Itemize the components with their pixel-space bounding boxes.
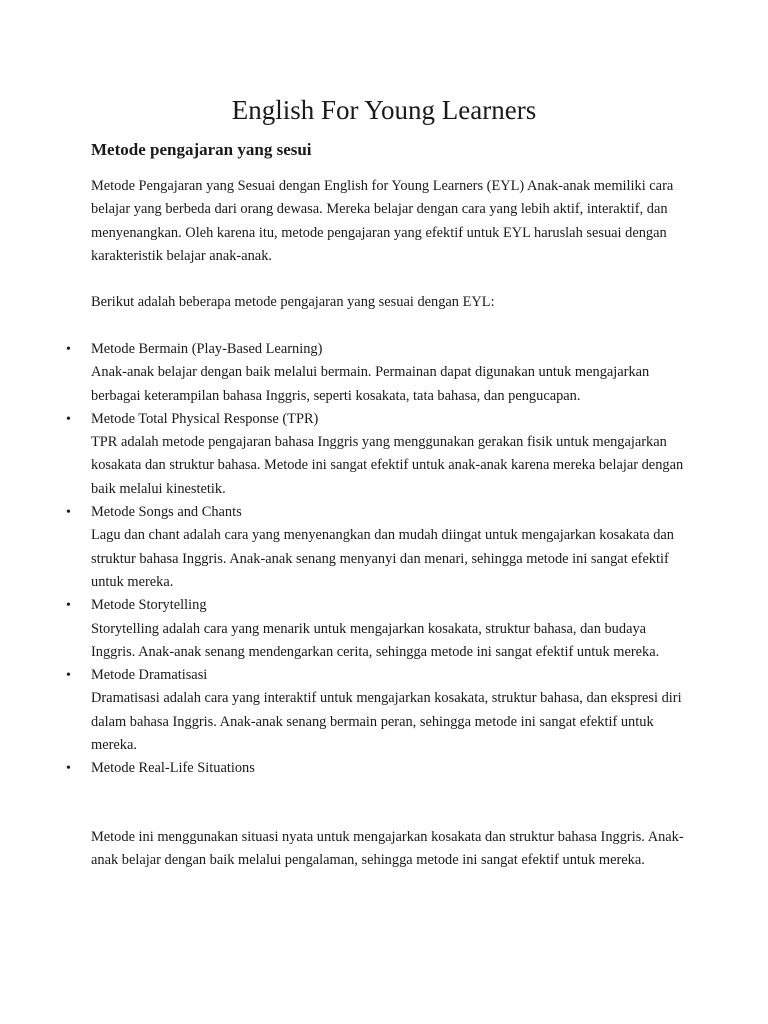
list-item: [0, 757, 691, 780]
intro-paragraph: Metode Pengajaran yang Sesuai dengan English for Young Learners (EYL) Anak-anak memiliki cara belajar yang berbeda dari orang dewasa. Mereka belajar dengan cara yang lebih aktif, interaktif, dan menyenangkan. Oleh karena itu, metode pengajaran yang efektif untuk EYL haruslah sesuai dengan karakteristik belajar anak-anak.: [91, 178, 674, 264]
method-name: Metode Real-Life Situations: [91, 760, 255, 777]
bullet-icon: •: [66, 411, 71, 427]
method-name: Metode Total Physical Response (TPR): [91, 410, 319, 427]
method-description: Storytelling adalah cara yang menarik untuk mengajarkan kosakata, struktur bahasa, dan budaya Inggris. Anak-anak senang mendengarkan cerita, sehingga metode ini sangat efektif untuk mereka.: [91, 620, 660, 660]
methods-list: [0, 338, 768, 781]
bullet-icon: •: [66, 668, 71, 684]
method-description: Lagu dan chant adalah cara yang menyenangkan dan mudah diingat untuk mengajarkan kosakata dan struktur bahasa Inggris. Anak-anak senang menyanyi dan menari, sehingga metode ini sangat efektif untuk mereka.: [91, 527, 674, 590]
method-description: Dramatisasi adalah cara yang interaktif untuk mengajarkan kosakata, struktur bahasa, dan ekspresi diri dalam bahasa Inggris. Anak-anak senang bermain peran, sehingga metode ini sangat efektif untuk mereka.: [91, 690, 682, 754]
method-name: Metode Songs and Chants: [91, 504, 242, 521]
list-item: [0, 408, 691, 501]
list-item: [0, 594, 691, 664]
bullet-icon: •: [66, 598, 71, 614]
lead-paragraph: Berikut adalah beberapa metode pengajaran yang sesuai dengan EYL:: [91, 294, 495, 310]
method-description: TPR adalah metode pengajaran bahasa Inggris yang menggunakan gerakan fisik untuk mengajarkan kosakata dan struktur bahasa. Metode ini sangat efektif untuk anak-anak karena mereka belajar dengan baik melalui kinestetik.: [91, 434, 684, 497]
bullet-icon: •: [66, 505, 71, 521]
bullet-icon: •: [66, 761, 71, 777]
method-name: Metode Dramatisasi: [91, 667, 208, 684]
list-item: [0, 338, 691, 408]
method-name: Metode Bermain (Play-Based Learning): [91, 341, 323, 357]
bullet-icon: •: [66, 342, 71, 357]
list-item: [0, 664, 691, 757]
document-title: English For Young Learners: [231, 95, 537, 125]
method-description: Anak-anak belajar dengan baik melalui bermain. Permainan dapat digunakan untuk mengajarkan berbagai keterampilan bahasa Inggris, seperti kosakata, tata bahasa, dan pengucapan.: [91, 364, 650, 404]
section-heading: Metode pengajaran yang sesui: [91, 140, 312, 159]
list-item: [0, 501, 691, 594]
method-name: Metode Storytelling: [91, 597, 207, 614]
closing-paragraph: Metode ini menggunakan situasi nyata untuk mengajarkan kosakata dan struktur bahasa Inggris. Anak-anak belajar dengan baik melalui pengalaman, sehingga metode ini sangat efektif untuk mereka.: [91, 829, 684, 869]
